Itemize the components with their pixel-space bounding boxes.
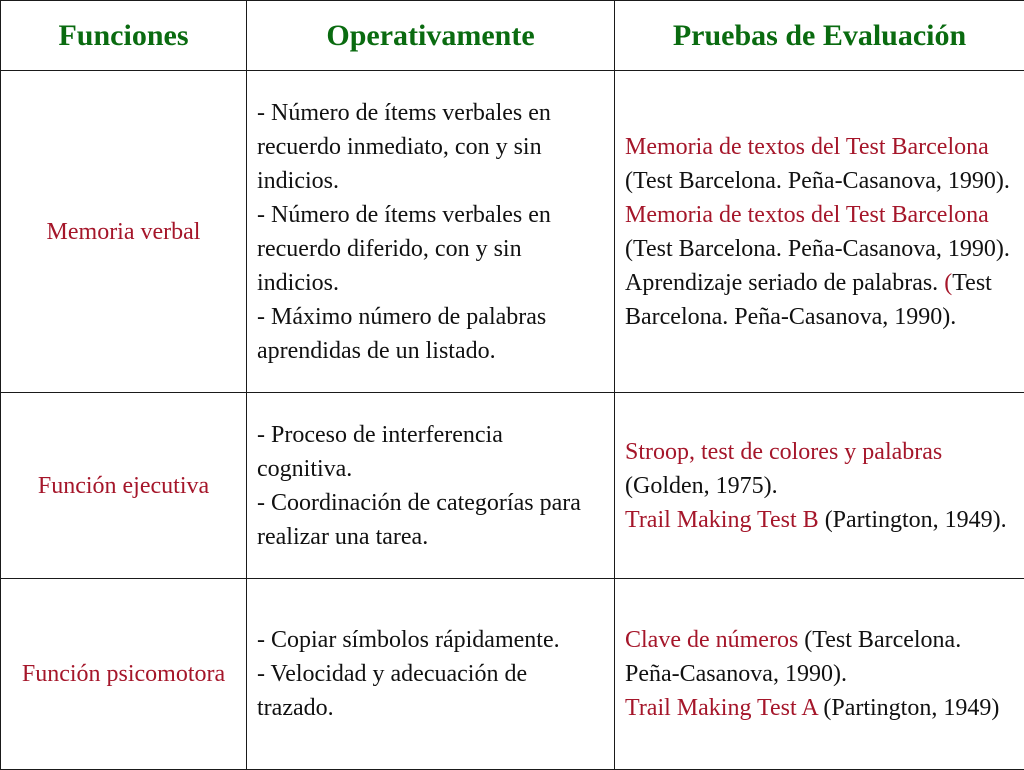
function-cell: Función psicomotora — [1, 579, 247, 770]
test-name: Trail Making Test B — [625, 507, 819, 533]
table-row — [1, 393, 1024, 579]
test-name: Trail Making Test A — [625, 695, 817, 721]
test-name: Memoria de textos del Test Barcelona — [625, 202, 989, 228]
test-entry — [625, 503, 1016, 537]
header-row — [1, 1, 1024, 71]
test-open-paren: ( — [944, 270, 952, 296]
operational-cell — [247, 579, 615, 770]
operational-item: - Coordinación de categorías para realizar una tarea. — [257, 486, 604, 554]
header-functions: Funciones — [1, 1, 247, 71]
tests-cell — [615, 393, 1024, 579]
test-reference: (Test Barcelona. Peña-Casanova, 1990). — [625, 168, 1010, 194]
test-reference: (Golden, 1975). — [625, 473, 778, 499]
tests-cell — [615, 71, 1024, 393]
operational-cell — [247, 393, 615, 579]
operational-item: - Máximo número de palabras aprendidas de un listado. — [257, 300, 604, 368]
operational-item: - Copiar símbolos rápidamente. — [257, 623, 604, 657]
function-cell: Función ejecutiva — [1, 393, 247, 579]
function-cell: Memoria verbal — [1, 71, 247, 393]
operational-item: - Número de ítems verbales en recuerdo diferido, con y sin indicios. — [257, 198, 604, 300]
header-tests: Pruebas de Evaluación — [615, 1, 1024, 71]
operational-cell — [247, 71, 615, 393]
test-entry — [625, 130, 1016, 198]
operational-item: - Proceso de interferencia cognitiva. — [257, 418, 604, 486]
test-name: Stroop, test de colores y palabras — [625, 439, 942, 465]
test-reference: (Partington, 1949). — [819, 507, 1007, 533]
test-entry — [625, 435, 1016, 503]
test-name: Memoria de textos del Test Barcelona — [625, 134, 989, 160]
tests-cell — [615, 579, 1024, 770]
table-row — [1, 579, 1024, 770]
table-row — [1, 71, 1024, 393]
test-name: Clave de números — [625, 627, 798, 653]
test-name: Aprendizaje seriado de palabras. — [625, 270, 938, 296]
test-entry — [625, 691, 1016, 725]
test-entry — [625, 623, 1016, 691]
test-entry — [625, 266, 1016, 334]
test-entry — [625, 198, 1016, 266]
test-reference: (Test Barcelona. Peña-Casanova, 1990). — [625, 627, 961, 687]
test-reference: (Test Barcelona. Peña-Casanova, 1990). — [625, 236, 1010, 262]
operational-item: - Velocidad y adecuación de trazado. — [257, 657, 604, 725]
test-reference: Test Barcelona. Peña-Casanova, 1990). — [625, 270, 992, 330]
operational-item: - Número de ítems verbales en recuerdo inmediato, con y sin indicios. — [257, 96, 604, 198]
header-operational: Operativamente — [247, 1, 615, 71]
test-reference: (Partington, 1949) — [817, 695, 999, 721]
